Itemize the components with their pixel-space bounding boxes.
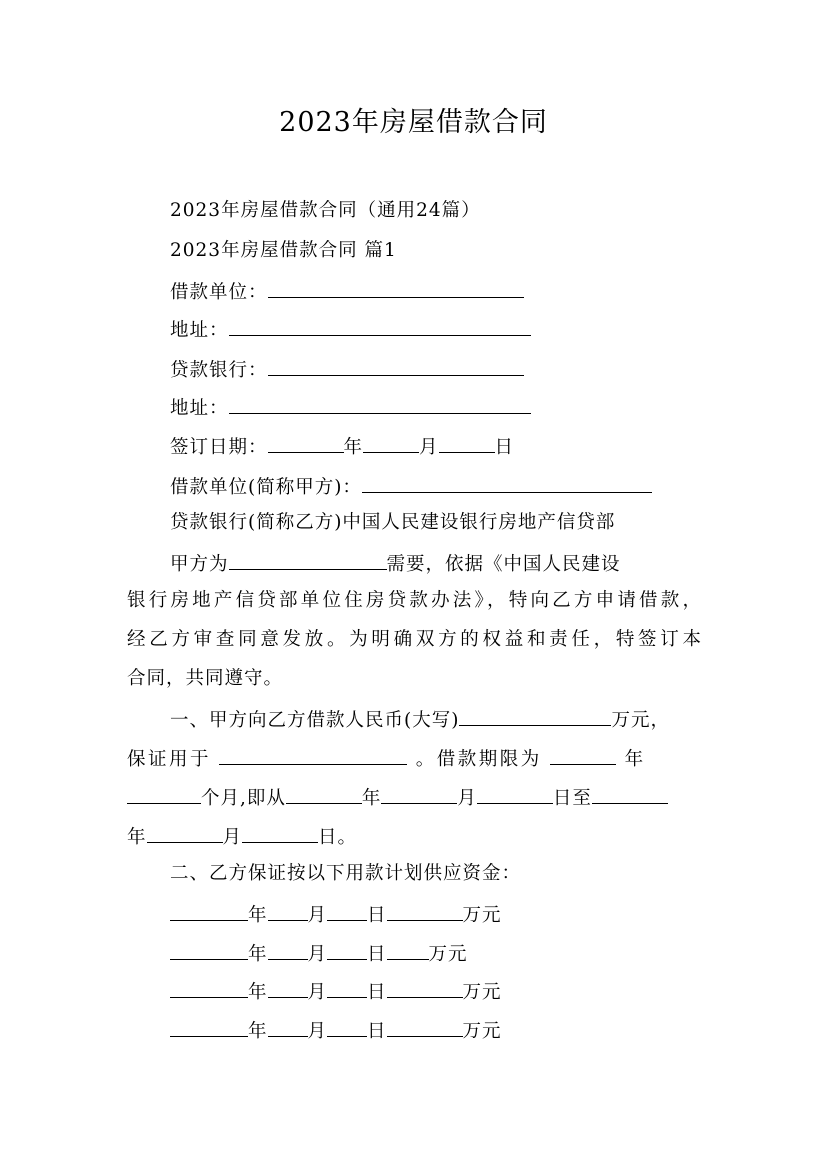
date-year-label: 年 (343, 437, 364, 458)
para2-text-k: 月 (222, 827, 243, 848)
borrower-blank[interactable] (268, 277, 524, 298)
schedule-amount-blank[interactable] (387, 900, 463, 921)
para2-text-h: 月 (457, 788, 477, 809)
purpose-blank[interactable] (229, 549, 387, 570)
schedule-month-label: 月 (307, 982, 328, 1003)
loan-amount-blank[interactable] (459, 705, 611, 726)
schedule-month-label: 月 (307, 944, 328, 965)
schedule-row (170, 977, 502, 1006)
schedule-row (170, 1016, 502, 1045)
address2-blank[interactable] (229, 393, 531, 414)
term-years-blank[interactable] (550, 744, 616, 765)
para1-text-a: 甲方为 (170, 554, 229, 575)
bank-blank[interactable] (268, 355, 524, 376)
schedule-month-blank[interactable] (268, 977, 308, 998)
start-day-blank[interactable] (477, 783, 553, 804)
para2-text-g: 年 (361, 788, 382, 809)
schedule-month-blank[interactable] (268, 900, 308, 921)
end-day-blank[interactable] (242, 822, 318, 843)
party-a-label: 借款单位(简称甲方)： (170, 477, 362, 498)
document-title: 2023年房屋借款合同 (279, 107, 548, 138)
schedule-month-label: 月 (307, 1021, 328, 1042)
schedule-year-label: 年 (248, 1021, 268, 1042)
bank-field (170, 355, 524, 384)
para3-heading: 二、乙方保证按以下用款计划供应资金： (170, 863, 522, 884)
para2-text-d: 。借款期限为 (415, 749, 542, 770)
para2-text-l: 日。 (318, 827, 358, 848)
schedule-year-blank[interactable] (170, 977, 248, 998)
schedule-day-label: 日 (367, 982, 387, 1003)
para2-text-a: 一、甲方向乙方借款人民币(大写) (170, 710, 460, 731)
borrower-label: 借款单位： (170, 282, 268, 303)
usage-blank[interactable] (219, 744, 407, 765)
address-blank[interactable] (229, 315, 531, 336)
start-month-blank[interactable] (381, 783, 457, 804)
para1-line3: 经乙方审查同意发放。为明确双方的权益和责任，特签订本 (127, 629, 702, 650)
para2-text-e: 年 (624, 749, 646, 770)
schedule-day-label: 日 (367, 905, 387, 926)
schedule-year-blank[interactable] (170, 1016, 248, 1037)
schedule-unit-label: 万元 (462, 1021, 502, 1042)
schedule-day-blank[interactable] (327, 1016, 367, 1037)
schedule-amount-blank[interactable] (387, 939, 429, 960)
document-subtitle: 2023年房屋借款合同（通用24篇） (170, 200, 481, 221)
bank-label: 贷款银行： (170, 360, 268, 381)
schedule-row (170, 900, 502, 929)
schedule-row (170, 939, 468, 968)
borrower-field (170, 277, 524, 306)
signing-date-field (170, 432, 514, 461)
para2-text-j: 年 (127, 827, 147, 848)
term-months-blank[interactable] (127, 783, 201, 804)
date-month-blank[interactable] (363, 432, 419, 453)
schedule-year-label: 年 (248, 982, 268, 1003)
start-year-blank[interactable] (286, 783, 362, 804)
schedule-unit-label: 万元 (428, 944, 468, 965)
para2-text-b: 万元， (611, 710, 670, 731)
schedule-year-label: 年 (248, 944, 268, 965)
address2-label: 地址： (170, 398, 229, 419)
para1-line1 (170, 549, 621, 578)
para2-text-f: 个月,即从 (201, 788, 286, 809)
end-year-blank[interactable] (592, 783, 668, 804)
party-a-blank[interactable] (362, 472, 652, 493)
date-label: 签订日期： (170, 437, 268, 458)
schedule-month-label: 月 (307, 905, 328, 926)
para1-text-b: 需要，依据《中国人民建设 (386, 554, 621, 575)
schedule-day-blank[interactable] (327, 939, 367, 960)
schedule-amount-blank[interactable] (387, 977, 463, 998)
para1-line4: 合同，共同遵守。 (127, 668, 284, 689)
schedule-day-label: 日 (367, 1021, 387, 1042)
para2-line3 (127, 783, 668, 812)
schedule-year-label: 年 (248, 905, 268, 926)
para2-line4 (127, 822, 357, 851)
schedule-day-blank[interactable] (327, 977, 367, 998)
end-month-blank[interactable] (147, 822, 223, 843)
section-heading: 2023年房屋借款合同 篇1 (170, 240, 397, 261)
para2-text-i: 日至 (552, 788, 592, 809)
date-month-label: 月 (419, 437, 439, 458)
para1-line2: 银行房地产信贷部单位住房贷款办法》，特向乙方申请借款， (127, 590, 702, 611)
schedule-unit-label: 万元 (462, 982, 502, 1003)
schedule-amount-blank[interactable] (387, 1016, 463, 1037)
address2-field (170, 393, 531, 422)
schedule-day-label: 日 (367, 944, 387, 965)
schedule-day-blank[interactable] (327, 900, 367, 921)
party-b-line: 贷款银行(简称乙方)中国人民建设银行房地产信贷部 (170, 512, 616, 533)
schedule-year-blank[interactable] (170, 939, 248, 960)
address-label: 地址： (170, 320, 229, 341)
address-field (170, 315, 531, 344)
para2-text-c: 保证用于 (127, 749, 212, 770)
party-a-field (170, 472, 652, 501)
date-day-label: 日 (494, 437, 515, 458)
schedule-year-blank[interactable] (170, 900, 248, 921)
schedule-unit-label: 万元 (462, 905, 502, 926)
schedule-month-blank[interactable] (268, 1016, 308, 1037)
para2-line1 (170, 705, 670, 734)
date-year-blank[interactable] (268, 432, 344, 453)
schedule-month-blank[interactable] (268, 939, 308, 960)
date-day-blank[interactable] (439, 432, 495, 453)
para2-line2 (127, 744, 646, 773)
